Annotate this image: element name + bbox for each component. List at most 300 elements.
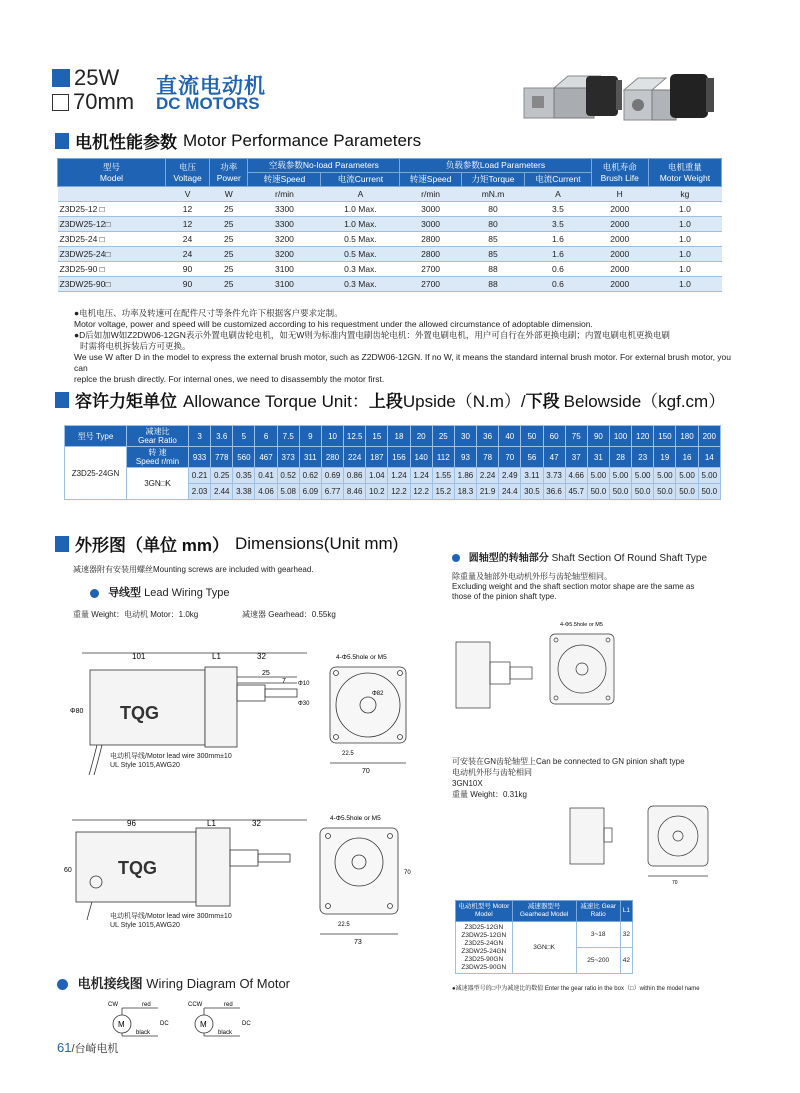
table-cell: 2000 bbox=[591, 247, 648, 262]
table-cell: 3.5 bbox=[525, 202, 591, 217]
ratio-cell: 10 bbox=[321, 426, 343, 447]
ratio-cell: 20 bbox=[410, 426, 432, 447]
wiring-m-1: M bbox=[118, 1020, 125, 1029]
brand-logo-2: TQG bbox=[118, 858, 157, 878]
upper-torque-cell: 2.24 bbox=[477, 468, 499, 484]
dim-phi10: Φ10 bbox=[298, 681, 310, 687]
table-cell: 80 bbox=[461, 202, 524, 217]
gm-ratio-1: 3~18 bbox=[576, 922, 620, 948]
gearhead-weight: 减速器 Gearhead：0.55kg bbox=[242, 610, 336, 619]
upper-torque-cell: 5.00 bbox=[609, 468, 631, 484]
speed-cell: 28 bbox=[609, 447, 631, 468]
ratio-cell: 60 bbox=[543, 426, 565, 447]
dim-hole-2: 4-Φ5.5hole or M5 bbox=[330, 815, 381, 822]
round-shaft-hole: 4-Φ5.5hole or M5 bbox=[560, 622, 603, 628]
table-cell: 25 bbox=[210, 232, 248, 247]
lead-wiring-en: Lead Wiring Type bbox=[144, 587, 230, 599]
wiring-red-1: red bbox=[142, 1002, 151, 1008]
wiring-red-2: red bbox=[224, 1002, 233, 1008]
gm-th-motor: 电动机型号 Motor Model bbox=[456, 901, 513, 922]
ratio-cell: 5 bbox=[233, 426, 255, 447]
upper-torque-cell: 1.24 bbox=[410, 468, 432, 484]
dim-96: 96 bbox=[127, 819, 136, 828]
table-cell: 1.0 bbox=[648, 247, 721, 262]
round-shaft-desc-cn: 除重量及轴部外电动机外形与齿轮轴型相同。 bbox=[452, 572, 612, 581]
th-l-current: 电流Current bbox=[525, 173, 591, 187]
note-line: Motor voltage, power and speed will be customized according to his requestment under the allowed circumstance of adoptable dimension. bbox=[74, 319, 593, 329]
ratio-cell: 12.5 bbox=[344, 426, 366, 447]
speed-cell: 467 bbox=[255, 447, 277, 468]
table-cell: 90 bbox=[166, 277, 210, 292]
round-shaft-title-en: Shaft Section Of Round Shaft Type bbox=[551, 553, 708, 564]
table-cell: Z3D25-90 □ bbox=[58, 262, 166, 277]
wiring-m-2: M bbox=[200, 1020, 207, 1029]
speed-cell: 37 bbox=[565, 447, 587, 468]
lower-torque-cell: 24.4 bbox=[499, 484, 521, 500]
lower-torque-cell: 50.0 bbox=[632, 484, 654, 500]
ratio-cell: 36 bbox=[477, 426, 499, 447]
lower-torque-cell: 50.0 bbox=[609, 484, 631, 500]
company-name: /台崎电机 bbox=[71, 1043, 119, 1055]
upper-torque-cell: 0.41 bbox=[255, 468, 277, 484]
torque-title-up-cn: 上段 bbox=[368, 392, 403, 411]
round-shaft-desc-en2: those of the pinion shaft type. bbox=[452, 592, 557, 601]
lower-torque-cell: 12.2 bbox=[388, 484, 410, 500]
speed-cell: 187 bbox=[366, 447, 388, 468]
upper-torque-cell: 2.49 bbox=[499, 468, 521, 484]
lower-torque-cell: 45.7 bbox=[565, 484, 587, 500]
table-cell: 0.6 bbox=[525, 262, 591, 277]
upper-torque-cell: 0.62 bbox=[299, 468, 321, 484]
bullet-icon bbox=[90, 589, 99, 598]
units-cell: V bbox=[166, 187, 210, 202]
units-cell: r/min bbox=[400, 187, 462, 202]
dim-70: 70 bbox=[362, 768, 370, 775]
speed-cell: 933 bbox=[189, 447, 211, 468]
speed-cell: 19 bbox=[654, 447, 676, 468]
table-cell: 85 bbox=[461, 232, 524, 247]
th-noload: 空载参数No-load Parameters bbox=[248, 159, 400, 173]
th-voltage: 电压 Voltage bbox=[166, 159, 210, 187]
dim-phi80: Φ80 bbox=[70, 708, 84, 715]
units-cell: W bbox=[210, 187, 248, 202]
ratio-cell: 7.5 bbox=[277, 426, 299, 447]
th-model: 型号 Model bbox=[58, 159, 166, 187]
upper-torque-cell: 5.00 bbox=[654, 468, 676, 484]
ratio-cell: 3.6 bbox=[211, 426, 233, 447]
table-cell: Z3D25-12 □ bbox=[58, 202, 166, 217]
motor-weight: 重量 Weight：电动机 Motor：1.0kg bbox=[73, 610, 199, 619]
speed-cell: 56 bbox=[521, 447, 543, 468]
table-cell: 2700 bbox=[400, 262, 462, 277]
gm-models: Z3D25-12GN Z3DW25-12GN Z3D25-24GN Z3DW25-24GN Z3D25-90GN Z3DW25-90GN bbox=[456, 922, 513, 974]
speed-cell: 78 bbox=[477, 447, 499, 468]
lead-wire-2b: UL Style 1015,AWG20 bbox=[110, 922, 180, 929]
ratio-cell: 90 bbox=[587, 426, 609, 447]
dim-phi82: Φ82 bbox=[372, 691, 384, 697]
th-life: 电机寿命 Brush Life bbox=[591, 159, 648, 187]
upper-torque-cell: 5.00 bbox=[676, 468, 698, 484]
table-cell: 12 bbox=[166, 202, 210, 217]
note-line: ●D后如加W如Z2DW06-12GN表示外置电刷齿轮电机，如无W则为标准内置电刷齿轮电机：外置电刷电机，用户可自行在外部更换电刷；内置电刷电机更换电刷 bbox=[74, 330, 670, 340]
lower-torque-cell: 36.6 bbox=[543, 484, 565, 500]
torque-model: Z3D25-24GN bbox=[65, 447, 127, 500]
upper-torque-cell: 5.00 bbox=[632, 468, 654, 484]
lead-wire-1b: UL Style 1015,AWG20 bbox=[110, 762, 180, 769]
table-cell: 2000 bbox=[591, 232, 648, 247]
dimension-drawing-front-1 bbox=[322, 645, 432, 780]
table-cell: Z3DW25-12□ bbox=[58, 217, 166, 232]
note-line: 时需将电机拆装后方可更换。 bbox=[80, 341, 191, 351]
lower-torque-cell: 21.9 bbox=[477, 484, 499, 500]
torque-title-en: Allowance Torque Unit： bbox=[183, 392, 369, 411]
ratio-row bbox=[65, 426, 721, 447]
table-cell: 2000 bbox=[591, 262, 648, 277]
units-cell: r/min bbox=[248, 187, 321, 202]
wiring-title-cn: 电机接线图 bbox=[77, 976, 143, 991]
table-row bbox=[58, 247, 722, 262]
gear-model-table bbox=[455, 900, 633, 974]
lower-torque-cell: 8.46 bbox=[344, 484, 366, 500]
table-cell: 25 bbox=[210, 277, 248, 292]
ratio-cell: 15 bbox=[366, 426, 388, 447]
upper-torque-cell: 1.24 bbox=[388, 468, 410, 484]
size-label: 70mm bbox=[73, 89, 135, 114]
lower-torque-cell: 50.0 bbox=[587, 484, 609, 500]
th-l-speed: 转速Speed bbox=[400, 173, 462, 187]
section-marker-icon bbox=[55, 392, 69, 408]
speed-cell: 156 bbox=[388, 447, 410, 468]
lower-torque-cell: 3.38 bbox=[233, 484, 255, 500]
ratio-header: 减速比 Gear Ratio bbox=[127, 426, 189, 447]
torque-title-down-cn: 下段 bbox=[525, 392, 560, 411]
performance-section-title bbox=[55, 128, 421, 153]
table-cell: 0.6 bbox=[525, 277, 591, 292]
table-cell: 0.5 Max. bbox=[321, 232, 400, 247]
speed-cell: 112 bbox=[432, 447, 454, 468]
lower-torque-cell: 6.77 bbox=[321, 484, 343, 500]
th-load: 负载参数Load Parameters bbox=[400, 159, 591, 173]
table-cell: 90 bbox=[166, 262, 210, 277]
round-shaft-desc-en1: Excluding weight and the shaft section motor shape are the same as bbox=[452, 582, 695, 591]
pinion-model: 3GN10X bbox=[452, 779, 483, 788]
th-power: 功率 Power bbox=[210, 159, 248, 187]
upper-torque-cell: 0.21 bbox=[189, 468, 211, 484]
table-row bbox=[58, 262, 722, 277]
table-cell: 2000 bbox=[591, 217, 648, 232]
th-nl-current: 电流Current bbox=[321, 173, 400, 187]
table-cell: 24 bbox=[166, 247, 210, 262]
section-marker-icon bbox=[55, 133, 69, 149]
upper-torque-row bbox=[65, 468, 721, 484]
table-cell: Z3DW25-24□ bbox=[58, 247, 166, 262]
lower-torque-cell: 6.09 bbox=[299, 484, 321, 500]
speed-cell: 373 bbox=[277, 447, 299, 468]
torque-title-down-en: Belowside（kgf.cm） bbox=[563, 392, 726, 411]
ratio-cell: 200 bbox=[698, 426, 720, 447]
wiring-ccw: CCW bbox=[188, 1002, 203, 1008]
note-line: replce the brush directly. For internal ones, we need to disassembly the motor first. bbox=[74, 374, 385, 384]
pinion-drawing bbox=[560, 790, 720, 885]
speed-cell: 14 bbox=[698, 447, 720, 468]
units-cell: kg bbox=[648, 187, 721, 202]
dim-101: 101 bbox=[132, 652, 146, 661]
lead-wire-note-2 bbox=[110, 912, 232, 930]
lower-torque-cell: 12.2 bbox=[410, 484, 432, 500]
lower-torque-cell: 18.3 bbox=[454, 484, 476, 500]
hollow-square-icon bbox=[52, 94, 69, 111]
upper-torque-cell: 0.86 bbox=[344, 468, 366, 484]
ratio-cell: 3 bbox=[189, 426, 211, 447]
ratio-cell: 100 bbox=[609, 426, 631, 447]
bullet-icon bbox=[452, 554, 460, 562]
wiring-title bbox=[57, 973, 290, 992]
gm-l1-1: 32 bbox=[620, 922, 632, 948]
round-shaft-drawing bbox=[452, 612, 622, 722]
table-cell: 3100 bbox=[248, 262, 321, 277]
table-row bbox=[58, 232, 722, 247]
footer bbox=[57, 1040, 119, 1056]
table-cell: 88 bbox=[461, 262, 524, 277]
units-cell: A bbox=[525, 187, 591, 202]
torque-model-header: 型号 Type bbox=[65, 426, 127, 447]
upper-torque-cell: 1.55 bbox=[432, 468, 454, 484]
dimensions-section-title bbox=[55, 531, 398, 556]
th-l-torque: 力矩Torque bbox=[461, 173, 524, 187]
power-label: 25W bbox=[74, 65, 120, 90]
gearhead-cell: 3GN□K bbox=[127, 468, 189, 500]
table-cell: 3300 bbox=[248, 202, 321, 217]
table-cell: Z3DW25-90□ bbox=[58, 277, 166, 292]
wiring-cw: CW bbox=[108, 1002, 118, 1008]
performance-title-en: Motor Performance Parameters bbox=[183, 130, 422, 150]
dim-hole-1: 4-Φ5.5hole or M5 bbox=[336, 654, 387, 661]
units-cell: A bbox=[321, 187, 400, 202]
table-cell: 2800 bbox=[400, 247, 462, 262]
dim-l1: L1 bbox=[212, 652, 221, 661]
speed-cell: 140 bbox=[410, 447, 432, 468]
units-cell: H bbox=[591, 187, 648, 202]
ratio-cell: 25 bbox=[432, 426, 454, 447]
lower-torque-cell: 2.44 bbox=[211, 484, 233, 500]
ratio-cell: 18 bbox=[388, 426, 410, 447]
speed-header: 转 速 Speed r/min bbox=[127, 447, 189, 468]
table-cell: 3200 bbox=[248, 232, 321, 247]
table-cell: 25 bbox=[210, 262, 248, 277]
table-cell: 2700 bbox=[400, 277, 462, 292]
wiring-diagram bbox=[100, 998, 260, 1040]
motor-photo-left bbox=[524, 76, 622, 118]
table-cell: 1.0 bbox=[648, 262, 721, 277]
table-cell: 0.5 Max. bbox=[321, 247, 400, 262]
ratio-cell: 30 bbox=[454, 426, 476, 447]
dim-60: 60 bbox=[64, 867, 72, 874]
lower-torque-cell: 10.2 bbox=[366, 484, 388, 500]
upper-torque-cell: 4.66 bbox=[565, 468, 587, 484]
table-cell: 0.3 Max. bbox=[321, 262, 400, 277]
gm-th-l1: L1 bbox=[620, 901, 632, 922]
upper-torque-cell: 1.86 bbox=[454, 468, 476, 484]
table-cell: 1.0 bbox=[648, 277, 721, 292]
lead-wiring-cn: 导线型 bbox=[108, 587, 142, 599]
th-weight: 电机重量 Motor Weight bbox=[648, 159, 721, 187]
speed-cell: 311 bbox=[299, 447, 321, 468]
dim-l1-2: L1 bbox=[207, 819, 216, 828]
lead-wire-2: 电动机导线/Motor lead wire 300mm±10 bbox=[110, 913, 232, 920]
table-cell: 1.6 bbox=[525, 232, 591, 247]
speed-cell: 47 bbox=[543, 447, 565, 468]
gear-model-note: ●减速器型号的□中为减速比的数值 Enter the gear ratio in the box（□）within the model name bbox=[452, 986, 700, 992]
dimensions-title-cn: 外形图（单位 mm） bbox=[75, 536, 229, 555]
filled-square-icon bbox=[52, 69, 70, 87]
speed-cell: 70 bbox=[499, 447, 521, 468]
performance-title-cn: 电机性能参数 bbox=[75, 133, 177, 152]
round-shaft-title-cn: 圆轴型的转轴部分 bbox=[468, 553, 549, 564]
speed-cell: 778 bbox=[211, 447, 233, 468]
table-cell: 3300 bbox=[248, 217, 321, 232]
round-shaft-title bbox=[452, 549, 707, 564]
table-cell: 88 bbox=[461, 277, 524, 292]
table-cell: 1.6 bbox=[525, 247, 591, 262]
torque-title-up-en: Upside（N.m）/ bbox=[402, 392, 526, 411]
lower-torque-cell: 50.0 bbox=[698, 484, 720, 500]
dim-7: 7 bbox=[282, 678, 286, 685]
speed-cell: 31 bbox=[587, 447, 609, 468]
lower-torque-cell: 50.0 bbox=[676, 484, 698, 500]
gm-ratio-2: 25~200 bbox=[576, 948, 620, 974]
table-cell: 3200 bbox=[248, 247, 321, 262]
table-cell: 1.0 bbox=[648, 232, 721, 247]
title-en: DC MOTORS bbox=[156, 94, 260, 113]
wiring-dc-2: DC bbox=[242, 1021, 251, 1027]
table-row bbox=[58, 277, 722, 292]
table-cell: 1.0 bbox=[648, 217, 721, 232]
section-marker-icon bbox=[55, 536, 69, 552]
gm-l1-2: 42 bbox=[620, 948, 632, 974]
units-cell: mN.m bbox=[461, 187, 524, 202]
pinion-dim-70: 70 bbox=[672, 880, 678, 885]
lead-wire-1: 电动机导线/Motor lead wire 300mm±10 bbox=[110, 753, 232, 760]
torque-title-cn: 容许力矩单位 bbox=[75, 392, 177, 411]
wiring-black-2: black bbox=[218, 1030, 233, 1036]
dim-32: 32 bbox=[257, 652, 266, 661]
table-cell: Z3D25-24 □ bbox=[58, 232, 166, 247]
ratio-cell: 9 bbox=[299, 426, 321, 447]
upper-torque-cell: 0.25 bbox=[211, 468, 233, 484]
th-nl-speed: 转速Speed bbox=[248, 173, 321, 187]
table-row bbox=[58, 202, 722, 217]
performance-table bbox=[57, 158, 722, 292]
speed-cell: 280 bbox=[321, 447, 343, 468]
speed-row bbox=[65, 447, 721, 468]
lower-torque-cell: 50.0 bbox=[654, 484, 676, 500]
table-cell: 25 bbox=[210, 247, 248, 262]
upper-torque-cell: 3.73 bbox=[543, 468, 565, 484]
brand-logo: TQG bbox=[120, 703, 159, 723]
table-cell: 3000 bbox=[400, 202, 462, 217]
speed-cell: 560 bbox=[233, 447, 255, 468]
lower-torque-cell: 15.2 bbox=[432, 484, 454, 500]
ratio-cell: 6 bbox=[255, 426, 277, 447]
dim-22-5: 22.5 bbox=[342, 751, 354, 757]
motor-photo-right bbox=[624, 74, 714, 120]
ratio-cell: 120 bbox=[632, 426, 654, 447]
lower-torque-cell: 2.03 bbox=[189, 484, 211, 500]
pinion-weight: 重量 Weight：0.31kg bbox=[452, 790, 527, 799]
round-shaft-desc bbox=[452, 572, 694, 602]
performance-notes bbox=[74, 308, 734, 385]
note-line: We use W after D in the model to express the external brush motor, such as Z2DW06-12GN. If no W, it means the standard internal brush motor. For external brush motor, you can bbox=[74, 352, 732, 373]
speed-cell: 16 bbox=[676, 447, 698, 468]
table-cell: 1.0 Max. bbox=[321, 217, 400, 232]
table-cell: 1.0 bbox=[648, 202, 721, 217]
dim-73: 73 bbox=[354, 939, 362, 946]
table-cell: 85 bbox=[461, 247, 524, 262]
bullet-icon bbox=[57, 979, 68, 990]
pinion-desc-cn2: 电动机外形与齿轮相同 bbox=[452, 768, 532, 777]
table-cell: 2000 bbox=[591, 202, 648, 217]
lead-wiring-title bbox=[90, 584, 230, 600]
note-line: ●电机电压、功率及转速可在配件尺寸等条件允许下根据客户要求定制。 bbox=[74, 308, 343, 318]
dimension-drawing-side-2 bbox=[62, 812, 322, 922]
table-cell: 80 bbox=[461, 217, 524, 232]
dim-32-2: 32 bbox=[252, 819, 261, 828]
lower-torque-cell: 4.06 bbox=[255, 484, 277, 500]
speed-cell: 93 bbox=[454, 447, 476, 468]
lead-wire-note-1 bbox=[110, 752, 232, 770]
wiring-black-1: black bbox=[136, 1030, 151, 1036]
page-number: 61 bbox=[57, 1040, 72, 1055]
gm-gearhead: 3GN□K bbox=[512, 922, 576, 974]
dim-70-2: 70 bbox=[404, 870, 411, 876]
ratio-cell: 50 bbox=[521, 426, 543, 447]
table-cell: 2800 bbox=[400, 232, 462, 247]
upper-torque-cell: 0.69 bbox=[321, 468, 343, 484]
dimension-drawing-front-2 bbox=[308, 808, 418, 948]
pinion-desc-cn1: 可安装在GN齿轮轴型上Can be connected to GN pinion shaft type bbox=[452, 757, 685, 766]
table-cell: 24 bbox=[166, 232, 210, 247]
upper-torque-cell: 5.00 bbox=[587, 468, 609, 484]
table-cell: 2000 bbox=[591, 277, 648, 292]
speed-cell: 23 bbox=[632, 447, 654, 468]
gm-th-gearhead: 减速器型号 Gearhead Model bbox=[512, 901, 576, 922]
upper-torque-cell: 1.04 bbox=[366, 468, 388, 484]
speed-cell: 224 bbox=[344, 447, 366, 468]
dim-phi30: Φ30 bbox=[298, 701, 310, 707]
table-cell: 25 bbox=[210, 202, 248, 217]
table-cell: 3000 bbox=[400, 217, 462, 232]
wiring-title-en: Wiring Diagram Of Motor bbox=[146, 976, 291, 991]
ratio-cell: 40 bbox=[499, 426, 521, 447]
units-row bbox=[58, 187, 722, 202]
dim-22-5-2: 22.5 bbox=[338, 922, 350, 928]
upper-torque-cell: 3.11 bbox=[521, 468, 543, 484]
upper-torque-cell: 0.52 bbox=[277, 468, 299, 484]
ratio-cell: 75 bbox=[565, 426, 587, 447]
torque-section-title bbox=[55, 387, 725, 412]
dimensions-title-en: Dimensions(Unit mm) bbox=[234, 533, 399, 553]
motor-product-image bbox=[520, 62, 720, 128]
lower-torque-cell: 5.08 bbox=[277, 484, 299, 500]
table-cell: 3.5 bbox=[525, 217, 591, 232]
table-cell: 0.3 Max. bbox=[321, 277, 400, 292]
ratio-cell: 150 bbox=[654, 426, 676, 447]
title-cn: 直流电动机 bbox=[156, 75, 266, 98]
wiring-dc-1: DC bbox=[160, 1021, 169, 1027]
table-cell: 3100 bbox=[248, 277, 321, 292]
upper-torque-cell: 0.35 bbox=[233, 468, 255, 484]
gm-th-ratio: 减速比 Gear Ratio bbox=[576, 901, 620, 922]
